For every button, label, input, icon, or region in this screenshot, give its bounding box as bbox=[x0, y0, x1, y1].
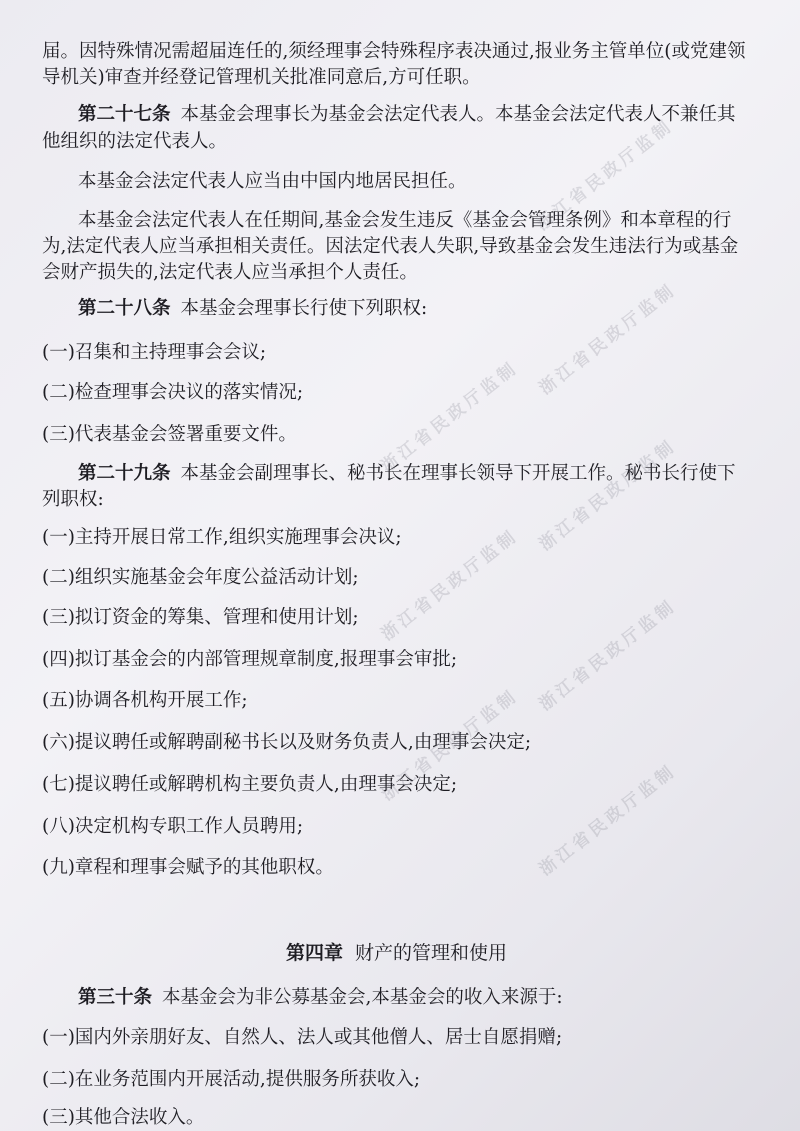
article-number: 第二十七条 bbox=[78, 104, 171, 125]
chapter-title: 财产的管理和使用 bbox=[355, 942, 508, 964]
list-item: (一)主持开展日常工作,组织实施理事会决议; bbox=[42, 527, 402, 548]
list-item: (二)在业务范围内开展活动,提供服务所获收入; bbox=[42, 1069, 421, 1090]
list-item: (一)召集和主持理事会会议; bbox=[42, 342, 267, 363]
article-27 bbox=[78, 103, 736, 127]
list-item: (三)拟订资金的筹集、管理和使用计划; bbox=[42, 607, 359, 628]
list-item: (五)协调各机构开展工作; bbox=[42, 690, 248, 711]
watermark-stamp: 浙江省民政厅监制 bbox=[535, 435, 681, 555]
article-number: 第二十九条 bbox=[78, 463, 171, 484]
list-item: (一)国内外亲朋好友、自然人、法人或其他僧人、居士自愿捐赠; bbox=[42, 1027, 563, 1048]
article-number: 第二十八条 bbox=[78, 298, 171, 319]
article-text: 本基金会为非公募基金会,本基金会的收入来源于: bbox=[162, 987, 563, 1008]
article-text: 本基金会副理事长、秘书长在理事长领导下开展工作。秘书长行使下 bbox=[180, 463, 736, 484]
list-item: (三)其他合法收入。 bbox=[42, 1107, 205, 1128]
watermark-stamp: 浙江省民政厅监制 bbox=[377, 525, 523, 645]
chapter-number: 第四章 bbox=[286, 942, 344, 964]
article-text: 本基金会理事长行使下列职权: bbox=[180, 298, 428, 319]
list-item: (九)章程和理事会赋予的其他职权。 bbox=[42, 857, 334, 878]
text-line: 本基金会法定代表人在任期间,基金会发生违反《基金会管理条例》和本章程的行 bbox=[78, 210, 732, 231]
text-line: 本基金会法定代表人应当由中国内地居民担任。 bbox=[78, 171, 467, 192]
article-28 bbox=[78, 297, 427, 321]
article-number: 第三十条 bbox=[78, 987, 153, 1008]
text-line: 届。因特殊情况需超届连任的,须经理事会特殊程序表决通过,报业务主管单位(或党建领 bbox=[42, 41, 746, 62]
list-item: (七)提议聘任或解聘机构主要负责人,由理事会决定; bbox=[42, 774, 458, 795]
text-line: 他组织的法定代表人。 bbox=[42, 131, 228, 152]
text-line: 列职权: bbox=[42, 489, 104, 510]
text-line: 会财产损失的,法定代表人应当承担个人责任。 bbox=[42, 262, 418, 283]
watermark-stamp: 浙江省民政厅监制 bbox=[535, 595, 681, 715]
list-item: (二)组织实施基金会年度公益活动计划; bbox=[42, 567, 359, 588]
watermark-stamp: 浙江省民政厅监制 bbox=[535, 279, 681, 399]
article-text: 本基金会理事长为基金会法定代表人。本基金会法定代表人不兼任其 bbox=[180, 104, 736, 125]
watermark-stamp: 浙江省民政厅监制 bbox=[377, 685, 523, 805]
list-item: (六)提议聘任或解聘副秘书长以及财务负责人,由理事会决定; bbox=[42, 732, 532, 753]
watermark-stamp: 浙江省民政厅监制 bbox=[535, 760, 681, 880]
list-item: (八)决定机构专职工作人员聘用; bbox=[42, 816, 304, 837]
watermark-stamp: 浙江省民政厅监制 bbox=[532, 115, 678, 235]
list-item: (三)代表基金会签署重要文件。 bbox=[42, 424, 297, 445]
list-item: (四)拟订基金会的内部管理规章制度,报理事会审批; bbox=[42, 649, 458, 670]
chapter-heading bbox=[286, 941, 507, 965]
watermark-stamp: 浙江省民政厅监制 bbox=[377, 357, 523, 477]
text-line: 导机关)审查并经登记管理机关批准同意后,方可任职。 bbox=[42, 67, 481, 88]
article-30 bbox=[78, 986, 563, 1010]
list-item: (二)检查理事会决议的落实情况; bbox=[42, 382, 304, 403]
text-line: 为,法定代表人应当承担相关责任。因法定代表人失职,导致基金会发生违法行为或基金 bbox=[42, 236, 739, 257]
